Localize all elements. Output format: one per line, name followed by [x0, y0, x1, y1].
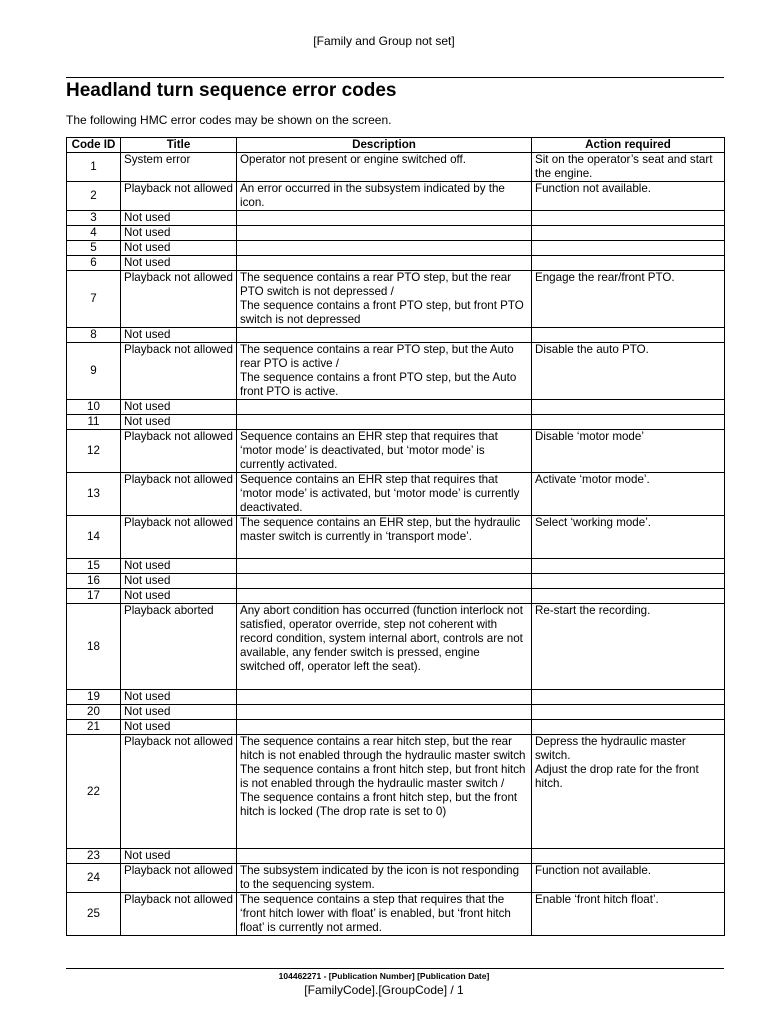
description-cell — [237, 849, 532, 864]
table-row — [67, 153, 725, 182]
column-header-code-id: Code ID — [67, 138, 121, 153]
description-cell: The sequence contains an EHR step, but the hydraulic master switch is currently in ‘transport mode’. — [237, 516, 532, 559]
title-cell: Not used — [121, 400, 237, 415]
code-cell: 9 — [67, 343, 121, 400]
title-cell: Not used — [121, 705, 237, 720]
description-cell — [237, 690, 532, 705]
table-row — [67, 226, 725, 241]
title-cell: Playback not allowed — [121, 473, 237, 516]
action-cell: Function not available. — [532, 864, 725, 893]
column-header-title: Title — [121, 138, 237, 153]
publication-line: 104462271 - [Publication Number] [Publication Date] — [278, 971, 490, 981]
action-cell: Disable the auto PTO. — [532, 343, 725, 400]
code-cell: 18 — [67, 604, 121, 690]
description-cell — [237, 589, 532, 604]
title-cell: Not used — [121, 849, 237, 864]
description-cell — [237, 574, 532, 589]
section-title: Headland turn sequence error codes — [66, 80, 397, 101]
title-cell: Playback aborted — [121, 604, 237, 690]
table-row — [67, 574, 725, 589]
action-cell — [532, 574, 725, 589]
action-cell — [532, 720, 725, 735]
action-cell: Select ‘working mode’. — [532, 516, 725, 559]
code-cell: 5 — [67, 241, 121, 256]
code-cell: 10 — [67, 400, 121, 415]
code-cell: 1 — [67, 153, 121, 182]
code-cell: 14 — [67, 516, 121, 559]
action-cell — [532, 328, 725, 343]
code-cell: 8 — [67, 328, 121, 343]
table-row — [67, 473, 725, 516]
action-cell — [532, 705, 725, 720]
action-cell: Engage the rear/front PTO. — [532, 271, 725, 328]
code-cell: 6 — [67, 256, 121, 271]
action-cell — [532, 589, 725, 604]
table-row — [67, 604, 725, 690]
description-cell: An error occurred in the subsystem indicated by the icon. — [237, 182, 532, 211]
description-cell: Operator not present or engine switched off. — [237, 153, 532, 182]
description-cell: The sequence contains a step that requires that the ‘front hitch lower with float’ is enabled, but ‘front hitch float’ is currently not armed. — [237, 893, 532, 936]
table-body — [67, 153, 725, 936]
title-cell: Playback not allowed — [121, 516, 237, 559]
table-row — [67, 271, 725, 328]
table-row — [67, 241, 725, 256]
action-cell — [532, 226, 725, 241]
title-cell: Not used — [121, 415, 237, 430]
description-cell: Any abort condition has occurred (function interlock not satisfied, operator override, step not coherent with record condition, system internal abort, controls are not available, any fender switch is pressed, engine switched off, operator left the seat). — [237, 604, 532, 690]
title-cell: Playback not allowed — [121, 864, 237, 893]
table-row — [67, 559, 725, 574]
description-cell — [237, 328, 532, 343]
table-row — [67, 328, 725, 343]
title-cell: Not used — [121, 211, 237, 226]
action-cell: Re-start the recording. — [532, 604, 725, 690]
table-row — [67, 211, 725, 226]
action-cell — [532, 559, 725, 574]
code-cell: 3 — [67, 211, 121, 226]
table-row — [67, 720, 725, 735]
action-cell — [532, 241, 725, 256]
table-row — [67, 589, 725, 604]
action-cell: Activate ‘motor mode’. — [532, 473, 725, 516]
action-cell — [532, 211, 725, 226]
title-cell: Not used — [121, 574, 237, 589]
code-cell: 13 — [67, 473, 121, 516]
column-header-description: Description — [237, 138, 532, 153]
description-cell: Sequence contains an EHR step that requires that ‘motor mode’ is activated, but ‘motor mode’ is currently deactivated. — [237, 473, 532, 516]
title-cell: Not used — [121, 720, 237, 735]
title-cell: Playback not allowed — [121, 271, 237, 328]
table-row — [67, 705, 725, 720]
code-cell: 20 — [67, 705, 121, 720]
table-row — [67, 256, 725, 271]
title-cell: Playback not allowed — [121, 343, 237, 400]
title-cell: Playback not allowed — [121, 430, 237, 473]
table-row — [67, 864, 725, 893]
code-cell: 22 — [67, 735, 121, 849]
action-cell: Depress the hydraulic master switch. Adjust the drop rate for the front hitch. — [532, 735, 725, 849]
page-header: [Family and Group not set] — [313, 34, 455, 48]
title-cell: Not used — [121, 226, 237, 241]
description-cell — [237, 241, 532, 256]
description-cell — [237, 720, 532, 735]
code-cell: 21 — [67, 720, 121, 735]
description-cell: Sequence contains an EHR step that requires that ‘motor mode’ is deactivated, but ‘motor mode’ is currently activated. — [237, 430, 532, 473]
table-row — [67, 516, 725, 559]
column-header-action: Action required — [532, 138, 725, 153]
description-cell — [237, 256, 532, 271]
description-cell: The sequence contains a rear hitch step, but the rear hitch is not enabled through the hydraulic master switch The sequence contains a front hitch step, but front hitch is not enabled through the hydraulic master switch / The sequence contains a front hitch step, but the front hitch is locked (The drop rate is set to 0) — [237, 735, 532, 849]
table-row — [67, 400, 725, 415]
action-cell — [532, 849, 725, 864]
description-cell — [237, 211, 532, 226]
table-row — [67, 182, 725, 211]
action-cell — [532, 690, 725, 705]
action-cell: Function not available. — [532, 182, 725, 211]
action-cell: Enable ‘front hitch float’. — [532, 893, 725, 936]
title-cell: Not used — [121, 328, 237, 343]
table-row — [67, 735, 725, 849]
title-cell: Not used — [121, 241, 237, 256]
header-rule — [66, 77, 724, 78]
table-row — [67, 690, 725, 705]
code-cell: 11 — [67, 415, 121, 430]
description-cell: The subsystem indicated by the icon is not responding to the sequencing system. — [237, 864, 532, 893]
code-cell: 25 — [67, 893, 121, 936]
title-cell: Playback not allowed — [121, 182, 237, 211]
title-cell: Not used — [121, 690, 237, 705]
description-cell: The sequence contains a rear PTO step, but the rear PTO switch is not depressed / The sequence contains a front PTO step, but front PTO switch is not depressed — [237, 271, 532, 328]
code-cell: 16 — [67, 574, 121, 589]
code-cell: 24 — [67, 864, 121, 893]
code-cell: 15 — [67, 559, 121, 574]
code-cell: 12 — [67, 430, 121, 473]
code-cell: 19 — [67, 690, 121, 705]
description-cell — [237, 559, 532, 574]
table-row — [67, 430, 725, 473]
table-row — [67, 849, 725, 864]
table-row — [67, 415, 725, 430]
table-header-row — [67, 138, 725, 153]
intro-text: The following HMC error codes may be shown on the screen. — [66, 113, 392, 127]
description-cell — [237, 415, 532, 430]
description-cell: The sequence contains a rear PTO step, but the Auto rear PTO is active / The sequence contains a front PTO step, but the Auto front PTO is active. — [237, 343, 532, 400]
table-row — [67, 893, 725, 936]
action-cell: Disable ‘motor mode’ — [532, 430, 725, 473]
title-cell: Not used — [121, 589, 237, 604]
code-cell: 17 — [67, 589, 121, 604]
code-cell: 7 — [67, 271, 121, 328]
table-row — [67, 343, 725, 400]
code-cell: 4 — [67, 226, 121, 241]
code-cell: 2 — [67, 182, 121, 211]
title-cell: Not used — [121, 256, 237, 271]
title-cell: Not used — [121, 559, 237, 574]
action-cell — [532, 256, 725, 271]
title-cell: Playback not allowed — [121, 735, 237, 849]
error-code-table — [66, 137, 725, 936]
action-cell — [532, 400, 725, 415]
description-cell — [237, 705, 532, 720]
action-cell: Sit on the operator’s seat and start the engine. — [532, 153, 725, 182]
code-cell: 23 — [67, 849, 121, 864]
description-cell — [237, 226, 532, 241]
description-cell — [237, 400, 532, 415]
page-reference: [FamilyCode].[GroupCode] / 1 — [304, 983, 464, 997]
action-cell — [532, 415, 725, 430]
title-cell: System error — [121, 153, 237, 182]
footer-rule — [66, 968, 724, 969]
title-cell: Playback not allowed — [121, 893, 237, 936]
